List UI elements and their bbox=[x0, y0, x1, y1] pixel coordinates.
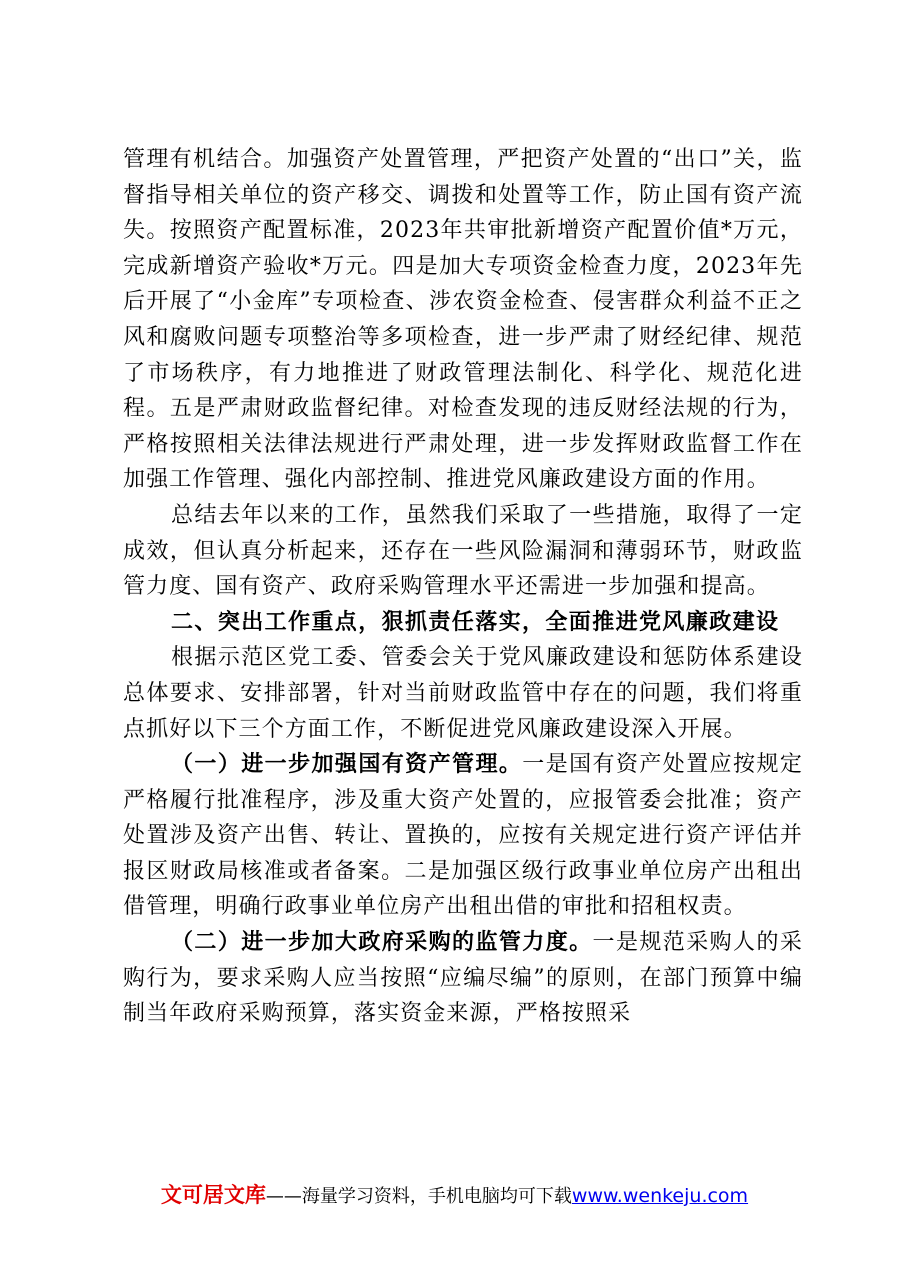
paragraph-procurement bbox=[123, 925, 803, 1032]
paragraph-intro: 根据示范区党工委、管委会关于党风廉政建设和惩防体系建设总体要求、安排部署，针对当前财政监管中存在的问题，我们将重点抓好以下三个方面工作，不断促进党风廉政建设深入开展。 bbox=[123, 645, 803, 742]
paragraph-state-assets-body: 一是国有资产处置应按规定严格履行批准程序，涉及重大资产处置的，应报管委会批准；资产处置涉及资产出售、转让、置换的，应按有关规定进行资产评估并报区财政局核准或者备案。二是加强区级行政事业单位房产出租出借管理，明确行政事业单位房产出租出借的审批和招租权责。 bbox=[123, 752, 803, 920]
subheading-procurement: （二）进一步加大政府采购的监管力度。 bbox=[171, 929, 593, 956]
footer-banner bbox=[0, 1180, 909, 1212]
paragraph-asset-management: 管理有机结合。加强资产处置管理，严把资产处置的“出口”关，监督指导相关单位的资产移交、调拨和处置等工作，防止国有资产流失。按照资产配置标准，2023年共审批新增资产配置价值*万元，完成新增资产验收*万元。四是加大专项资金检查力度，2023年先后开展了“小金库”专项检查、涉农资金检查、侵害群众利益不正之风和腐败问题专项整治等多项检查，进一步严肃了财经纪律、规范了市场秩序，有力地推进了财政管理法制化、科学化、规范化进程。五是严肃财政监督纪律。对检查发现的违反财经法规的行为，严格按照相关法律法规进行严肃处理，进一步发挥财政监督工作在加强工作管理、强化内部控制、推进党风廉政建设方面的作用。 bbox=[123, 147, 803, 493]
paragraph-procurement-body: 一是规范采购人的采购行为，要求采购人应当按照“应编尽编”的原则，在部门预算中编制当年政府采购预算，落实资金来源，严格按照采 bbox=[123, 930, 803, 1027]
subheading-state-assets: （一）进一步加强国有资产管理。 bbox=[171, 751, 523, 778]
footer-tagline: ——海量学习资料，手机电脑均可下载 bbox=[265, 1186, 572, 1207]
paragraph-state-assets bbox=[123, 747, 803, 925]
footer-link[interactable]: www.wenkeju.com bbox=[571, 1185, 749, 1207]
section-heading-2: 二、突出工作重点，狠抓责任落实，全面推进党风廉政建设 bbox=[171, 608, 780, 635]
document-body bbox=[123, 142, 803, 1032]
paragraph-summary: 总结去年以来的工作，虽然我们采取了一些措施，取得了一定成效，但认真分析起来，还存在一些风险漏洞和薄弱环节，财政监管力度、国有资产、政府采购管理水平还需进一步加强和提高。 bbox=[123, 502, 803, 600]
footer-brand: 文可居文库 bbox=[160, 1183, 266, 1207]
